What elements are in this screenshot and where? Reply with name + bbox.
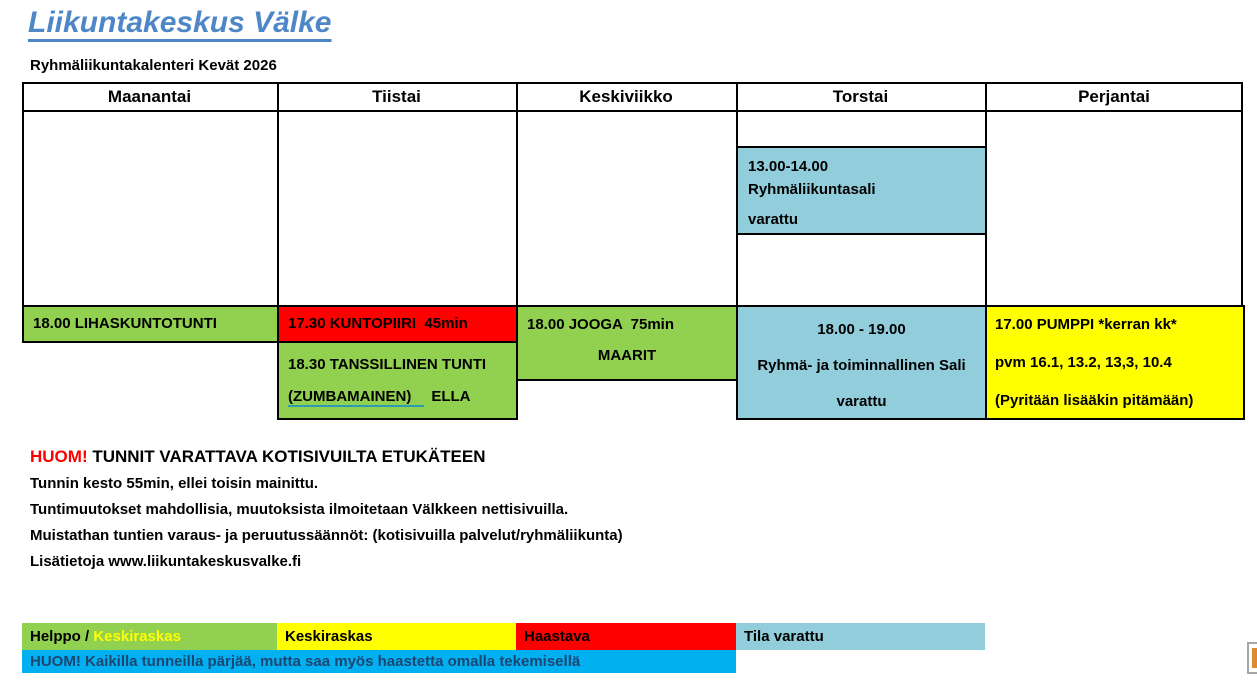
friday-class-cell [985, 305, 1245, 420]
reserved-time: 18.00 - 19.00 [817, 321, 906, 338]
legend-medium: Keskiraskas [277, 623, 516, 650]
tuesday-class-cell-1: 17.30 KUNTOPIIRI 45min [277, 305, 518, 343]
note-line: Tunnin kesto 55min, ellei toisin mainittu. [30, 475, 319, 492]
huom-text: TUNNIT VARATTAVA KOTISIVUILTA ETUKÄTEEN [87, 447, 486, 466]
reserved-status: varattu [748, 211, 799, 228]
tuesday-class-cell-2 [277, 341, 518, 420]
note-line: Tuntimuutokset mahdollisia, muutoksista ilmoitetaan Välkkeen nettisivuilla. [30, 501, 569, 518]
cropped-widget-fragment [1247, 642, 1257, 674]
day-header-friday: Perjantai [1078, 87, 1150, 106]
booking-notice [30, 447, 486, 467]
class-line: 17.00 PUMPPI *kerran kk* [995, 316, 1177, 333]
reserved-room: Ryhmäliikuntasali [748, 181, 876, 198]
class-style-underlined: (ZUMBAMAINEN) [288, 388, 424, 407]
reserved-status: varattu [836, 393, 887, 410]
note-line website-url: Lisätietoja www.liikuntakeskusvalke.fi [30, 553, 302, 570]
day-header-wednesday: Keskiviikko [579, 87, 673, 106]
class-dates: pvm 16.1, 13.2, 13,3, 10.4 [995, 354, 1172, 371]
class-line: 18.30 TANSSILLINEN TUNTI [288, 356, 487, 373]
page-title: Liikuntakeskus Välke [28, 6, 332, 39]
legend-easy-suffix: Keskiraskas [93, 628, 181, 645]
reserved-room: Ryhmä- ja toiminnallinen Sali [757, 357, 966, 374]
thursday-evening-reserved-cell [736, 305, 987, 420]
calendar-table-frame [22, 82, 1243, 307]
legend-easy [22, 623, 277, 650]
difficulty-banner: HUOM! Kaikilla tunneilla pärjää, mutta saa myös haastetta omalla tekemisellä [22, 650, 736, 673]
column-divider [277, 82, 279, 307]
wednesday-class-cell [516, 305, 738, 381]
day-header-monday: Maanantai [107, 87, 192, 106]
column-divider [985, 82, 987, 307]
class-note: (Pyritään lisääkin pitämään) [995, 392, 1194, 409]
reserved-time: 13.00-14.00 [748, 158, 829, 175]
header-row-divider [22, 110, 1243, 112]
class-line [288, 388, 516, 405]
thursday-row-divider [736, 233, 987, 235]
day-header-tuesday: Tiistai [372, 87, 421, 106]
legend-easy-prefix: Helppo / [30, 628, 94, 645]
legend-reserved: Tila varattu [736, 623, 985, 650]
column-divider [516, 82, 518, 307]
thursday-midday-reserved-cell [738, 148, 985, 233]
notes-block [30, 471, 623, 575]
page-subtitle: Ryhmäliikuntakalenteri Kevät 2026 [30, 57, 277, 74]
huom-label: HUOM! [30, 447, 88, 466]
day-header-thursday: Torstai [832, 87, 889, 106]
instructor-name: MAARIT [597, 347, 657, 364]
legend-hard: Haastava [516, 623, 736, 650]
orange-bar-icon [1252, 648, 1257, 668]
instructor-name: ELLA [431, 388, 471, 405]
monday-class-cell: 18.00 LIHASKUNTOTUNTI [22, 305, 279, 343]
class-line: 18.00 JOOGA 75min [527, 316, 675, 333]
note-line: Muistathan tuntien varaus- ja peruutussäännöt: (kotisivuilla palvelut/ryhmäliikunta) [30, 527, 623, 544]
